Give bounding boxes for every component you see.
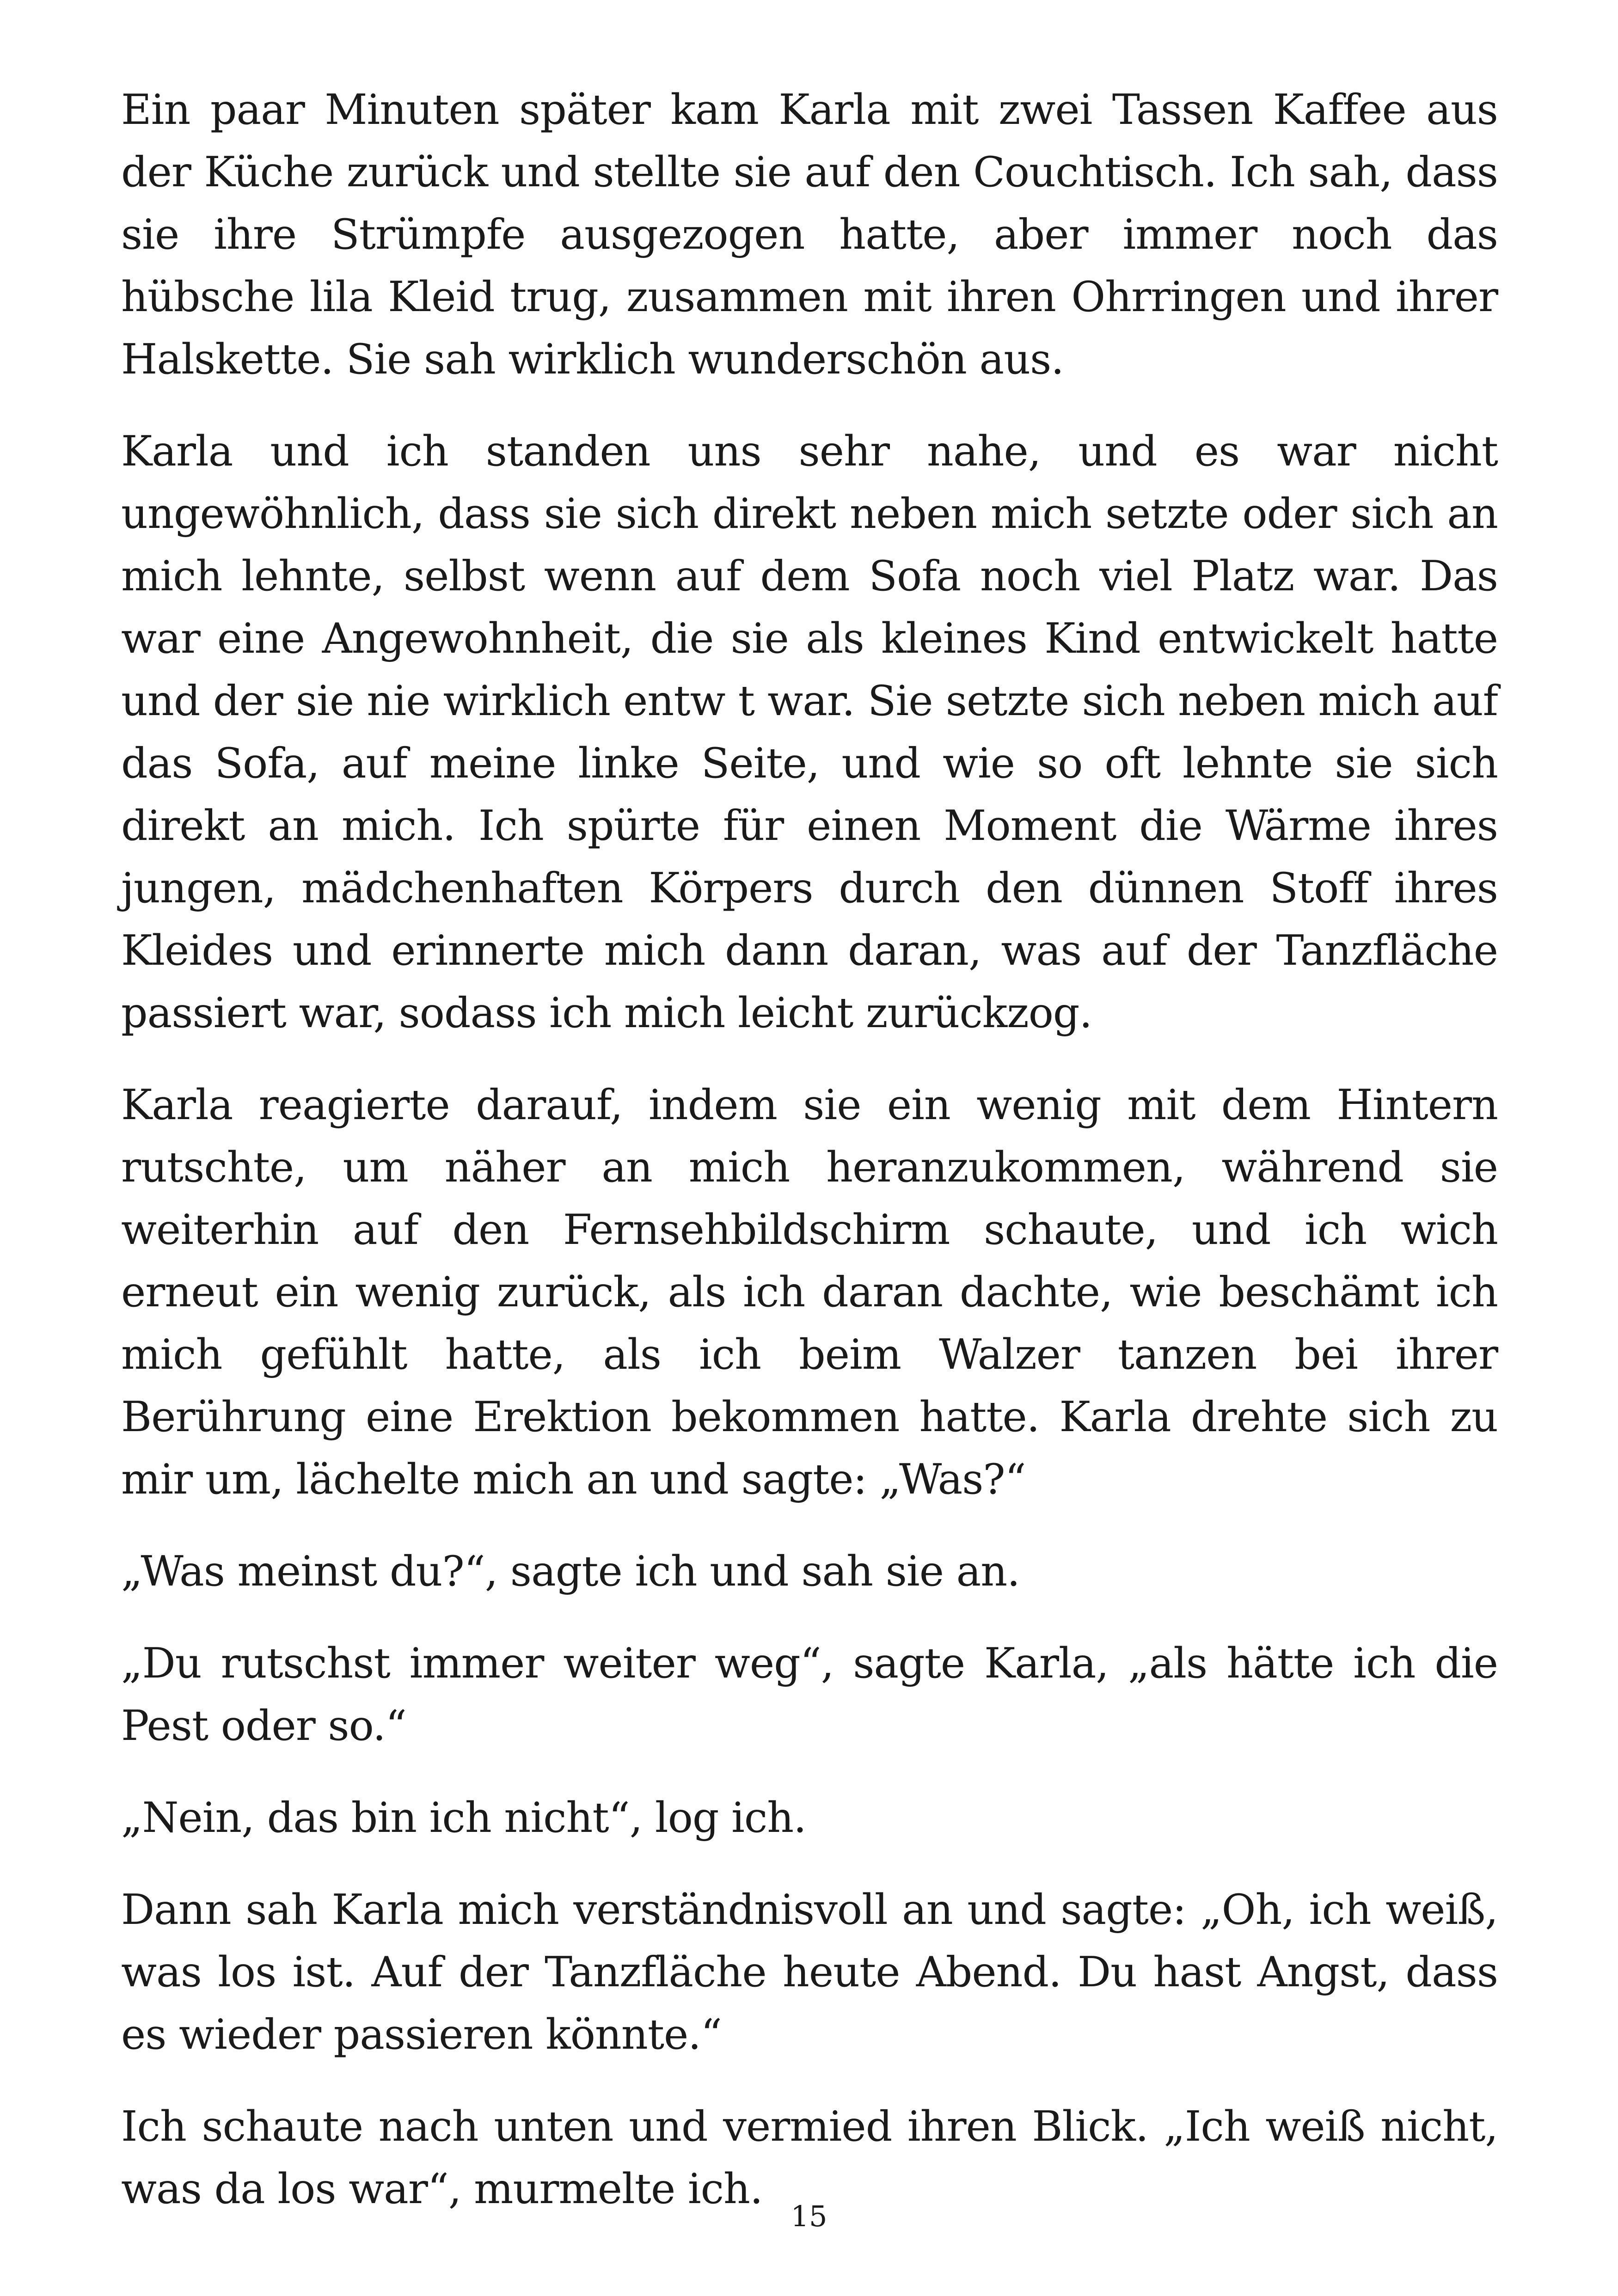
page-number: 15 — [791, 2199, 827, 2233]
paragraph-1: Ein paar Minuten später kam Karla mit zwei Tassen Kaffee aus der Küche zurück und stellte sie auf den Couchtisch. Ich sah, dass sie ihre Strümpfe ausgezogen hatte, aber immer noch das hübsche lila Kleid trug, zusammen mit ihren Ohrringen und ihrer Halskette. Sie sah wirklich wunderschön aus. — [121, 86, 1498, 384]
paragraph-2: Karla und ich standen uns sehr nahe, und es war nicht ungewöhnlich, dass sie sich direkt neben mich setzte oder sich an mich lehnte, selbst wenn auf dem Sofa noch viel Platz war. Das war eine Angewohnheit, die sie als kleines Kind entwickelt hatte und der sie nie wirklich entw t war. Sie setzte sich neben mich auf das Sofa, auf meine linke Seite, und wie so oft lehnte sie sich direkt an mich. Ich spürte für einen Moment die Wärme ihres jungen, mädchenhaften Körpers durch den dünnen Stoff ihres Kleides und erinnerte mich dann daran, was auf der Tanzfläche passiert war, sodass ich mich leicht zurückzog. — [121, 427, 1498, 1037]
paragraph-7: Dann sah Karla mich verständnisvoll an und sagte: „Oh, ich weiß, was los ist. Auf der Tanzfläche heute Abend. Du hast Angst, dass es wieder passieren könnte.“ — [121, 1886, 1498, 2059]
body-text — [121, 79, 1498, 2250]
paragraph-3: Karla reagierte darauf, indem sie ein wenig mit dem Hintern rutschte, um näher an mich heranzukommen, während sie weiterhin auf den Fernsehbildschirm schaute, und ich wich erneut ein wenig zurück, als ich daran dachte, wie beschämt ich mich gefühlt hatte, als ich beim Walzer tanzen bei ihrer Berührung eine Erektion bekommen hatte. Karla drehte sich zu mir um, lächelte mich an und sagte: „Was?“ — [121, 1081, 1498, 1504]
paragraph-8: Ich schaute nach unten und vermied ihren Blick. „Ich weiß nicht, was da los war“, murmelte ich. — [121, 2102, 1498, 2213]
paragraph-6: „Nein, das bin ich nicht“, log ich. — [121, 1794, 806, 1842]
paragraph-5: „Du rutschst immer weiter weg“, sagte Karla, „als hätte ich die Pest oder so.“ — [121, 1639, 1498, 1750]
paragraph-4: „Was meinst du?“, sagte ich und sah sie an. — [121, 1547, 1020, 1596]
